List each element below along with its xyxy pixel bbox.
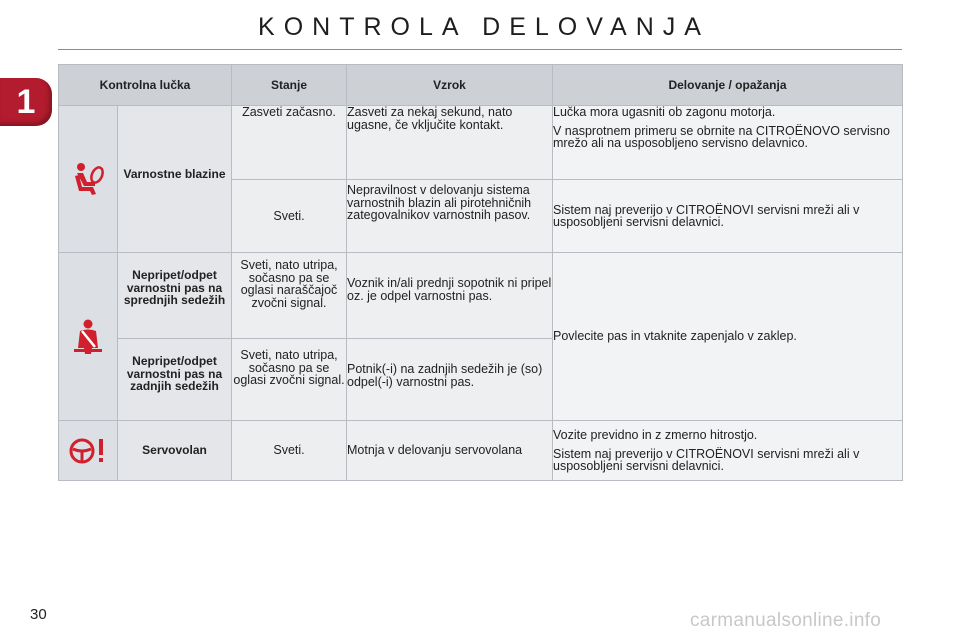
airbag-name: Varnostne blazine <box>118 106 232 253</box>
col-header-state: Stanje <box>232 65 347 106</box>
page-number: 30 <box>30 606 47 623</box>
airbag-state-2: Sveti. <box>232 180 347 253</box>
airbag-action-1 <box>553 106 903 180</box>
steering-icon-cell <box>59 421 118 481</box>
table-row <box>59 106 903 180</box>
airbag-cause-1: Zasveti za nekaj sekund, nato ugasne, če vključite kontakt. <box>347 106 553 180</box>
steering-action <box>553 421 903 481</box>
steering-name: Servovolan <box>118 421 232 481</box>
warning-lights-table <box>58 64 903 481</box>
seatbelt-rear-cause: Potnik(-i) na zadnjih sedežih je (so) odpel(-i) varnostni pas. <box>347 339 553 421</box>
steering-cause: Motnja v delovanju servovolana <box>347 421 553 481</box>
airbag-cause-2: Nepravilnost v delovanju sistema varnostnih blazin ali pirotehničnih zategovalnikov varnostnih pasov. <box>347 180 553 253</box>
power-steering-warning-icon <box>59 436 117 466</box>
seatbelt-front-name: Nepripet/odpet varnostni pas na sprednjih sedežih <box>118 253 232 339</box>
airbag-action-2: Sistem naj preverijo v CITROËNOVI servisni mreži ali v usposobljeni servisni delavnici. <box>553 180 903 253</box>
chapter-tab: 1 <box>0 78 52 126</box>
table-header-row <box>59 65 903 106</box>
airbag-warning-icon <box>59 160 117 198</box>
col-header-action: Delovanje / opažanja <box>553 65 903 106</box>
col-header-warning-light: Kontrolna lučka <box>59 65 232 106</box>
seatbelt-front-cause: Voznik in/ali prednji sopotnik ni pripel oz. je odpel varnostni pas. <box>347 253 553 339</box>
col-header-cause: Vzrok <box>347 65 553 106</box>
title-divider <box>58 49 902 50</box>
airbag-action-1b: V nasprotnem primeru se obrnite na CITROËNOVO servisno mrežo ali na usposobljeno servisno delavnico. <box>553 123 890 150</box>
seatbelt-front-state: Sveti, nato utripa, sočasno pa se oglasi naraščajoč zvočni signal. <box>232 253 347 339</box>
airbag-icon-cell <box>59 106 118 253</box>
watermark: carmanualsonline.info <box>690 610 882 631</box>
airbag-action-1a: Lučka mora ugasniti ob zagonu motorja. <box>553 105 776 119</box>
airbag-state-1: Zasveti začasno. <box>232 106 347 180</box>
steering-action-a: Vozite previdno in z zmerno hitrostjo. <box>553 428 758 442</box>
seatbelt-rear-state: Sveti, nato utripa, sočasno pa se oglasi zvočni signal. <box>232 339 347 421</box>
seatbelt-icon-cell <box>59 253 118 421</box>
seatbelt-action: Povlecite pas in vtaknite zapenjalo v zaklep. <box>553 253 903 421</box>
steering-state: Sveti. <box>232 421 347 481</box>
seatbelt-rear-name: Nepripet/odpet varnostni pas na zadnjih sedežih <box>118 339 232 421</box>
steering-action-b: Sistem naj preverijo v CITROËNOVI servisni mreži ali v usposobljeni servisni delavnici. <box>553 446 860 473</box>
table-row <box>59 421 903 481</box>
page-title: KONTROLA DELOVANJA <box>258 13 710 41</box>
table-row <box>59 253 903 339</box>
seatbelt-warning-icon <box>59 318 117 356</box>
